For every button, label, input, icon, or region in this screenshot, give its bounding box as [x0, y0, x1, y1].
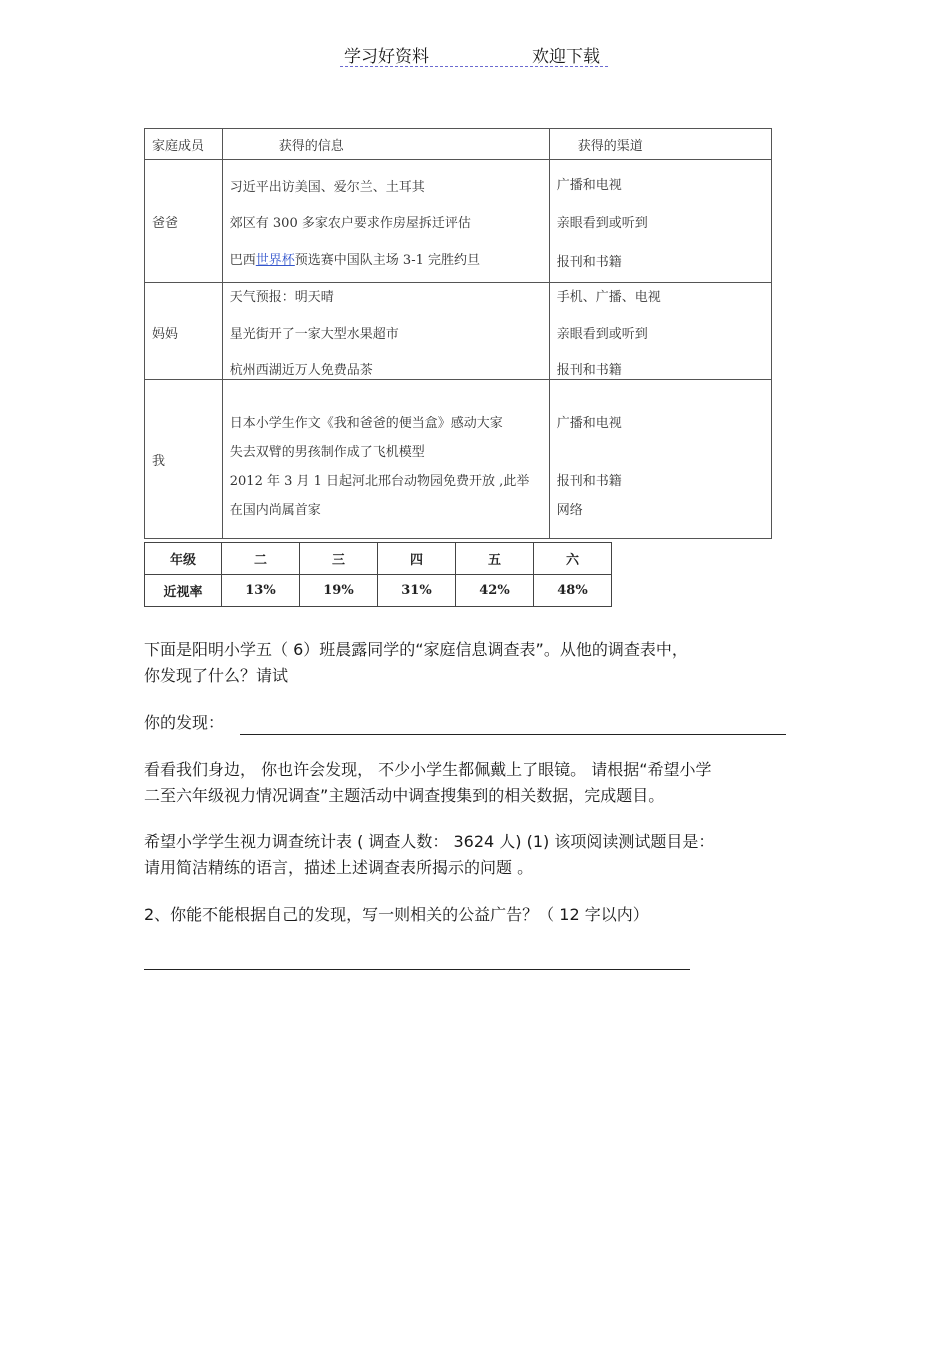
mom-channel-3: 报刊和书籍	[556, 363, 622, 378]
question-2: 2、你能不能根据自己的发现，写一则相关的公益广告？（ 12 字以内）	[144, 905, 649, 924]
me-channel-3: 网络	[556, 503, 583, 518]
me-channel-1: 广播和电视	[556, 416, 622, 431]
mom-channel-2: 亲眼看到或听到	[556, 327, 648, 342]
header-member: 家庭成员	[152, 138, 205, 154]
me-info-3: 2012 年 3 月 1 日起河北邢台动物园免费开放 ,此举	[229, 474, 530, 489]
mom-channel-1: 手机、广播、电视	[556, 290, 661, 305]
world-cup-link[interactable]: 世界杯	[255, 253, 295, 268]
page-header	[340, 42, 608, 67]
dad-channel-2: 亲眼看到或听到	[556, 216, 648, 231]
rate-cell: 42%	[456, 575, 534, 607]
glasses-line-1: 看看我们身边， 你也许会发现， 不少小学生都佩戴上了眼镜。 请根据“希望小学	[144, 760, 712, 779]
paragraph-intro	[144, 637, 688, 689]
finding-answer-line[interactable]	[240, 734, 786, 735]
grade-cell: 六	[534, 543, 612, 575]
header-right-text: 欢迎下载	[532, 47, 600, 67]
table-row-me	[145, 380, 772, 539]
header-left-text: 学习好资料	[344, 47, 429, 67]
family-info-table	[144, 128, 772, 539]
me-info-4: 在国内尚属首家	[229, 503, 321, 518]
table-header-row	[145, 129, 772, 160]
header-channel: 获得的渠道	[577, 138, 643, 154]
intro-line-2: 你发现了什么？请试	[144, 666, 289, 685]
grade-cell: 三	[300, 543, 378, 575]
rate-cell: 48%	[534, 575, 612, 607]
grade-cell: 五	[456, 543, 534, 575]
member-mom: 妈妈	[152, 327, 179, 342]
paragraph-glasses	[144, 757, 712, 809]
ad-answer-line[interactable]	[144, 969, 690, 970]
paragraph-survey	[144, 829, 714, 881]
dad-channel-1: 广播和电视	[556, 178, 622, 193]
grade-label: 年级	[145, 543, 222, 575]
vision-rate-table	[144, 542, 612, 607]
rate-row	[145, 575, 612, 607]
survey-line-2: 请用简洁精练的语言，描述上述调查表所揭示的问题 。	[144, 858, 534, 877]
member-me: 我	[152, 454, 166, 469]
table-row-dad	[145, 160, 772, 283]
intro-line-1: 下面是阳明小学五（ 6）班晨露同学的“家庭信息调查表”。从他的调查表中，	[144, 640, 688, 659]
finding-label: 你的发现：	[144, 713, 225, 732]
rate-cell: 13%	[222, 575, 300, 607]
grade-cell: 四	[378, 543, 456, 575]
me-channel-2: 报刊和书籍	[556, 474, 622, 489]
dad-info-2: 郊区有 300 多家农户要求作房屋拆迁评估	[229, 216, 471, 231]
member-dad: 爸爸	[152, 216, 179, 231]
grade-row	[145, 543, 612, 575]
dad-channel-3: 报刊和书籍	[556, 255, 622, 270]
mom-info-1: 天气预报：明天晴	[229, 290, 334, 305]
me-info-1: 日本小学生作文《我和爸爸的便当盒》感动大家	[229, 416, 503, 431]
header-info: 获得的信息	[278, 138, 344, 154]
grade-cell: 二	[222, 543, 300, 575]
dad-info-3: 巴西世界杯预选赛中国队主场 3-1 完胜约旦	[229, 253, 480, 268]
table-row-mom	[145, 283, 772, 380]
mom-info-3: 杭州西湖近万人免费品茶	[229, 363, 373, 378]
glasses-line-2: 二至六年级视力情况调查”主题活动中调查搜集到的相关数据，完成题目。	[144, 786, 665, 805]
rate-cell: 19%	[300, 575, 378, 607]
dad-info-1: 习近平出访美国、爱尔兰、土耳其	[229, 180, 425, 195]
rate-label: 近视率	[145, 575, 222, 607]
mom-info-2: 星光街开了一家大型水果超市	[229, 327, 399, 342]
rate-cell: 31%	[378, 575, 456, 607]
me-info-2: 失去双臂的男孩制作成了飞机模型	[229, 445, 425, 460]
survey-line-1: 希望小学学生视力调查统计表 ( 调查人数： 3624 人) (1) 该项阅读测试题目是：	[144, 832, 715, 851]
